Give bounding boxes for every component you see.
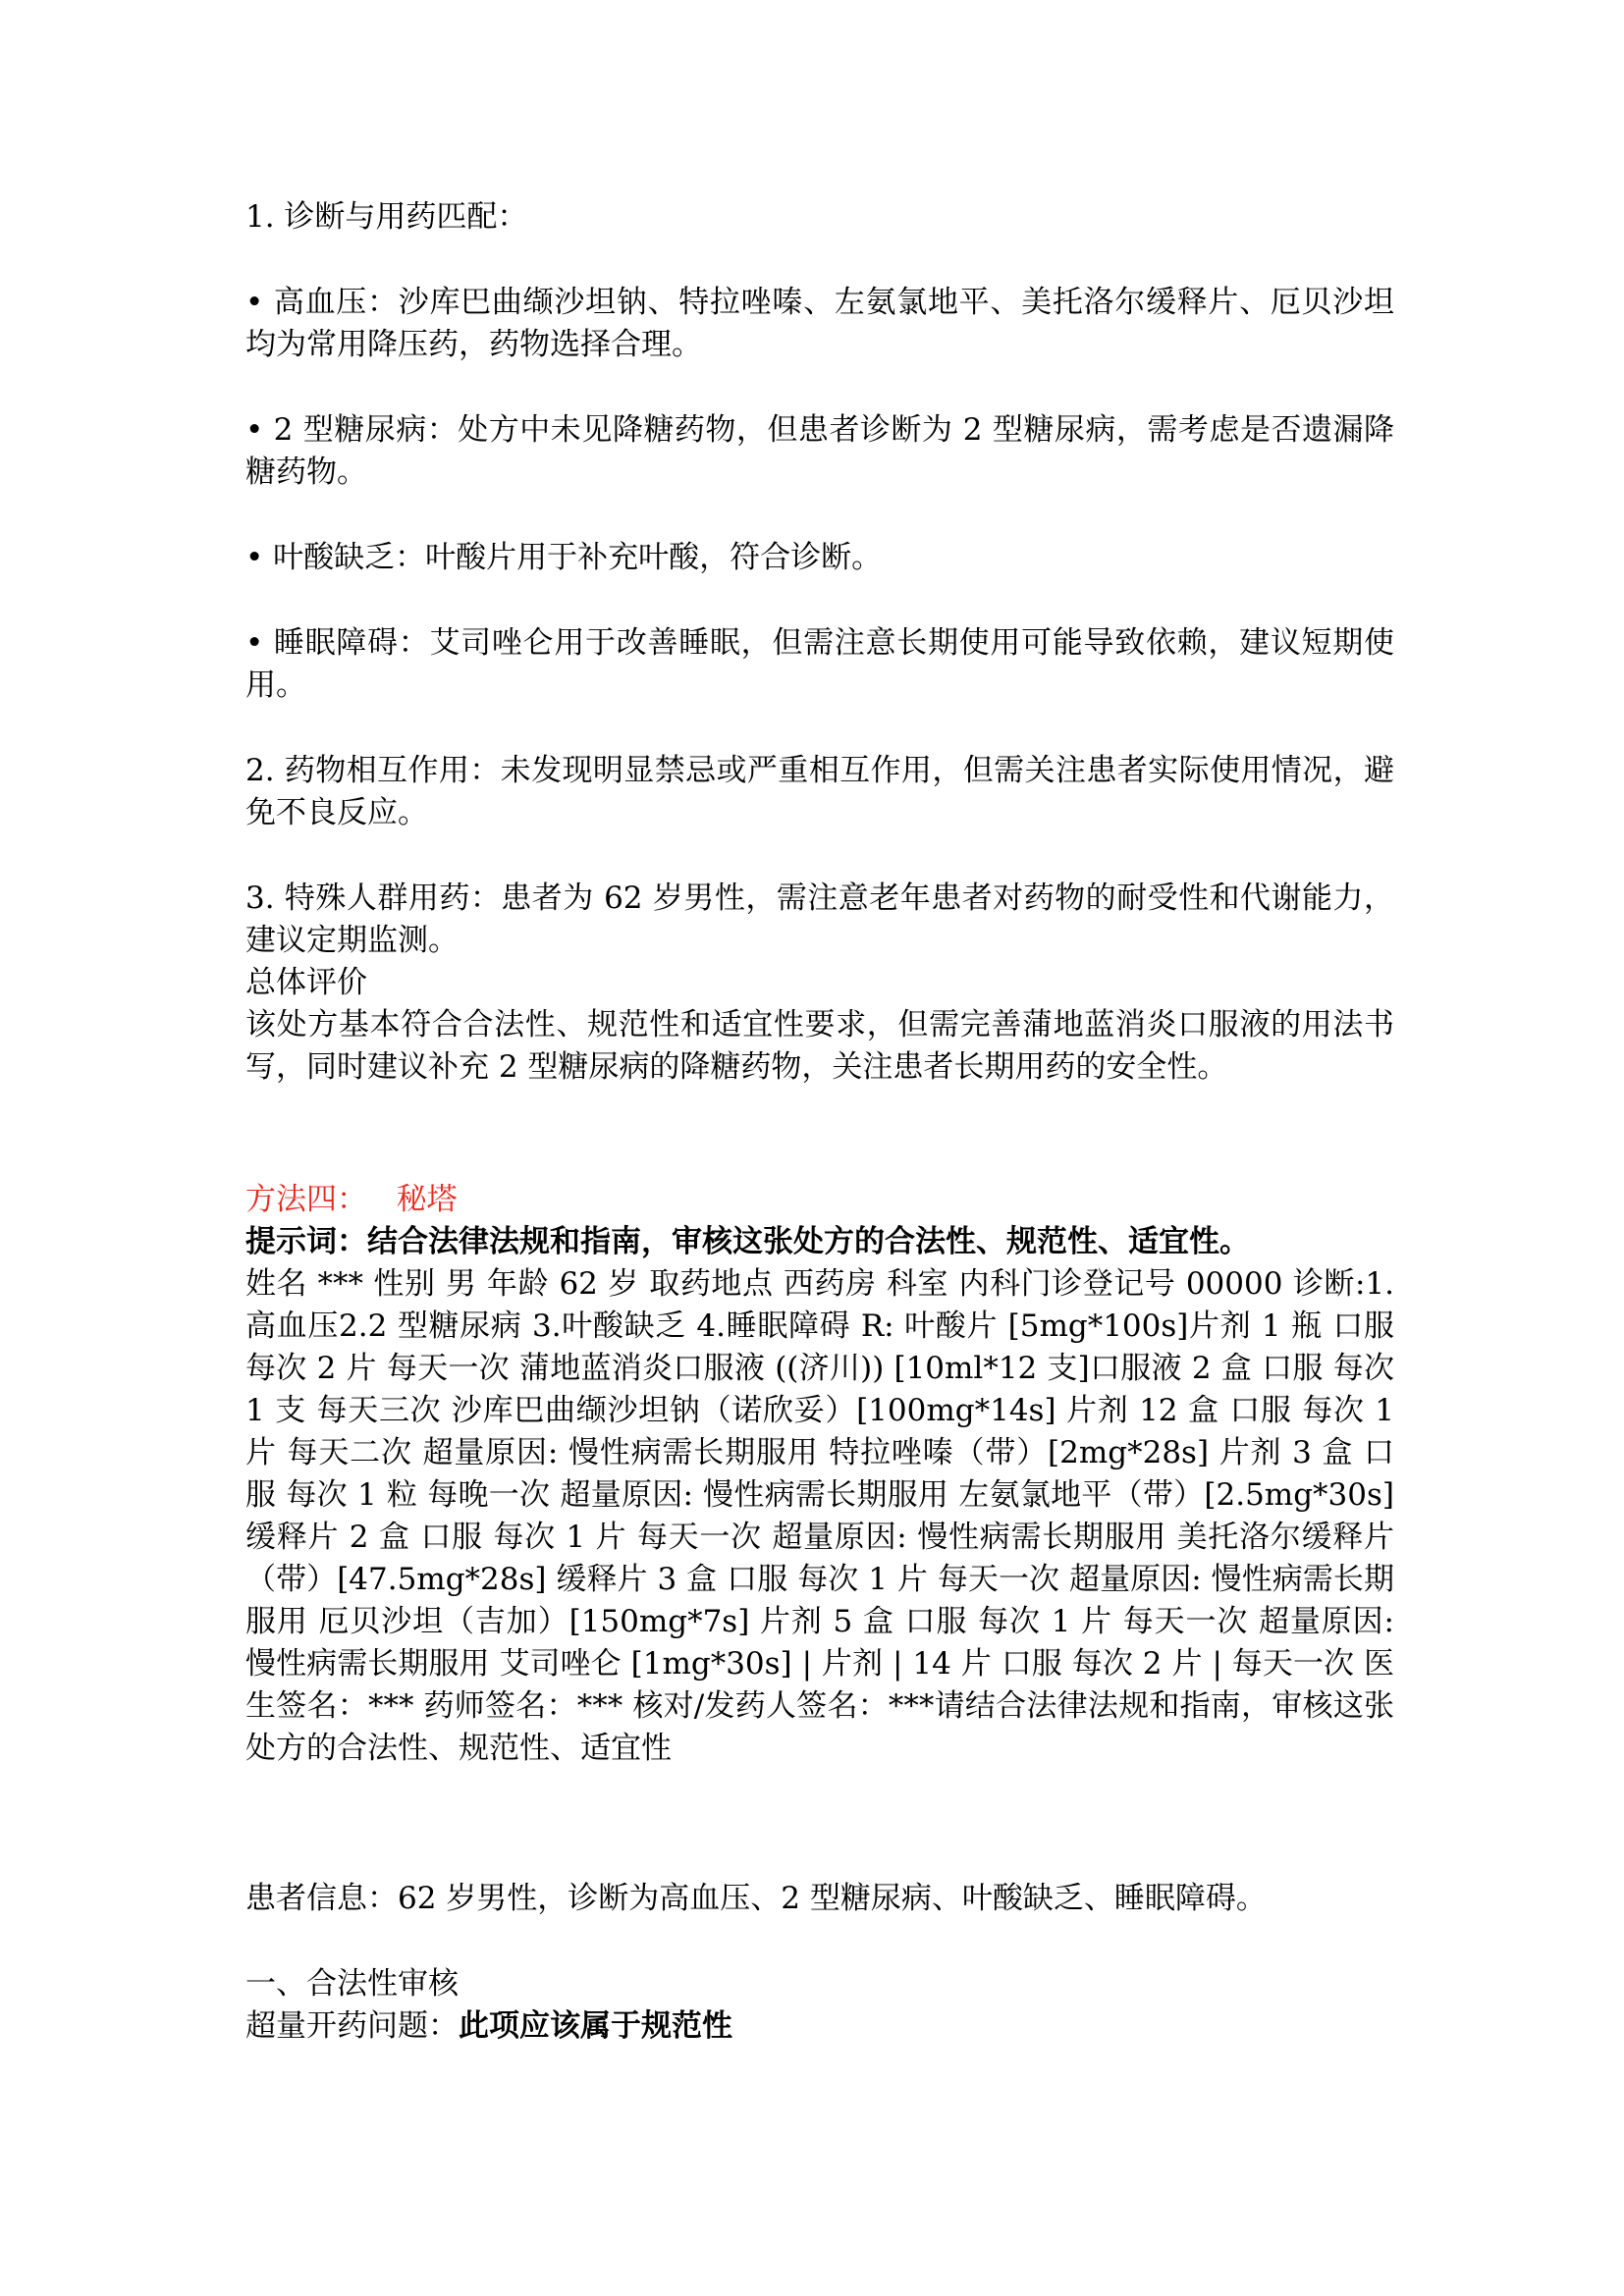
section-heading-diagnosis-match: 1. 诊断与用药匹配： bbox=[245, 199, 528, 235]
bullet-sleep-disorder: • 睡眠障碍：艾司唑仑用于改善睡眠，但需注意长期使用可能导致依赖，建议短期使用。 bbox=[245, 625, 1394, 703]
overdose-issue-line bbox=[245, 2005, 1394, 2048]
legality-review-title: 一、合法性审核 bbox=[245, 1966, 459, 2002]
bullet-diabetes: • 2 型糖尿病：处方中未见降糖药物，但患者诊断为 2 型糖尿病，需考虑是否遗漏降糖药物。 bbox=[245, 412, 1394, 490]
overall-evaluation-text: 该处方基本符合合法性、规范性和适宜性要求，但需完善蒲地蓝消炎口服液的用法书写，同时建议补充 2 型糖尿病的降糖药物，关注患者长期用药的安全性。 bbox=[245, 1007, 1394, 1085]
section-special-population: 3. 特殊人群用药：患者为 62 岁男性，需注意老年患者对药物的耐受性和代谢能力，建议定期监测。 bbox=[245, 881, 1394, 958]
bullet-hypertension: • 高血压：沙库巴曲缬沙坦钠、特拉唑嗪、左氨氯地平、美托洛尔缓释片、厄贝沙坦均为常用降压药，药物选择合理。 bbox=[245, 285, 1394, 362]
section-drug-interaction: 2. 药物相互作用：未发现明显禁忌或严重相互作用，但需关注患者实际使用情况，避免不良反应。 bbox=[245, 753, 1394, 830]
prescription-text: 姓名 *** 性别 男 年龄 62 岁 取药地点 西药房 科室 内科门诊登记号 00000 诊断:1.高血压2.2 型糖尿病 3.叶酸缺乏 4.睡眠障碍 R: 叶酸片 [5mg*100s]片剂 1 瓶 口服 每次 2 片 每天一次 蒲地蓝消炎口服液 ((济川)) [10ml*12 支]口服液 2 盒 口服 每次 1 支 每天三次 沙库巴曲缬沙坦钠（诺欣妥）[100mg*14s] 片剂 12 盒 口服 每次 1 片 每天二次 超量原因: 慢性病需长期服用 特拉唑嗪（带）[2mg*28s] 片剂 3 盒 口服 每次 1 粒 每晚一次 超量原因: 慢性病需长期服用 左氨氯地平（带）[2.5mg*30s] 缓释片 2 盒 口服 每次 1 片 每天一次 超量原因: 慢性病需长期服用 美托洛尔缓释片（带）[47.5mg*28s] 缓释片 3 盒 口服 每次 1 片 每天一次 超量原因: 慢性病需长期服用 厄贝沙坦（吉加）[150mg*7s] 片剂 5 盒 口服 每次 1 片 每天一次 超量原因: 慢性病需长期服用 艾司唑仑 [1mg*30s] | 片剂 | 14 片 口服 每次 2 片 | 每天一次 医生签名：*** 药师签名：*** 核对/发药人签名：***请结合法律法规和指南，审核这张处方的合法性、规范性、适宜性 bbox=[245, 1266, 1394, 1766]
bullet-folate-deficiency: • 叶酸缺乏：叶酸片用于补充叶酸，符合诊断。 bbox=[245, 540, 883, 575]
document-page bbox=[245, 196, 1394, 2048]
prompt-text: 提示词：结合法律法规和指南，审核这张处方的合法性、规范性、适宜性。 bbox=[245, 1224, 1250, 1259]
method-four-heading bbox=[245, 1179, 1394, 1221]
method-four-label: 方法四： bbox=[245, 1182, 367, 1217]
overdose-issue-note: 此项应该属于规范性 bbox=[459, 2008, 732, 2044]
overdose-issue-label: 超量开药问题： bbox=[245, 2008, 459, 2044]
method-four-name: 秘塔 bbox=[396, 1182, 458, 1217]
overall-evaluation-title: 总体评价 bbox=[245, 965, 367, 1000]
patient-info: 患者信息：62 岁男性，诊断为高血压、2 型糖尿病、叶酸缺乏、睡眠障碍。 bbox=[245, 1881, 1267, 1916]
